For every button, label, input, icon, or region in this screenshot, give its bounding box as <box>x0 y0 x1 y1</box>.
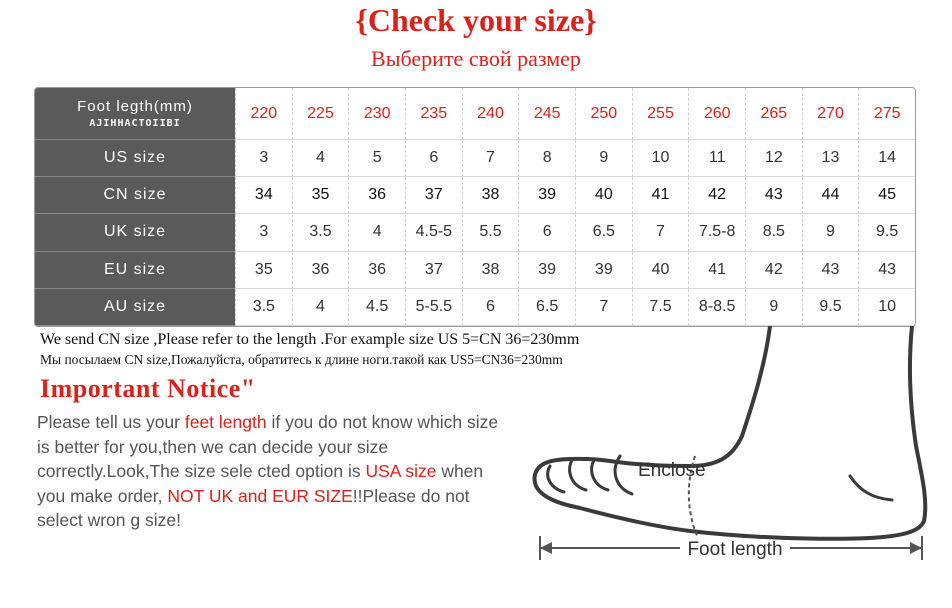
eu-size-cell: 42 <box>745 252 802 289</box>
notice-text: Please tell us your <box>37 412 185 432</box>
length-cell: 230 <box>348 88 405 140</box>
cn-size-note-ru: Мы посылаем CN size,Пожалуйста, обратитесь к длине ноги.такой как US5=CN36=230mm <box>40 352 563 367</box>
eu-size-cell: 41 <box>688 252 745 289</box>
eu-size-cell: 36 <box>292 252 349 289</box>
cn-size-cell: 42 <box>688 177 745 214</box>
au-size-cell: 4.5 <box>348 289 405 326</box>
au-size-cell: 9.5 <box>802 289 859 326</box>
uk-size-cell: 3 <box>235 214 292 251</box>
eu-size-cell: 39 <box>575 252 632 289</box>
cn-size-cell: 38 <box>462 177 519 214</box>
eu-size-cell: 35 <box>235 252 292 289</box>
au-size-cell: 4 <box>292 289 349 326</box>
eu-size-cell: 36 <box>348 252 405 289</box>
page-subtitle: Выберите свой размер <box>371 46 581 71</box>
cn-size-cell: 40 <box>575 177 632 214</box>
header-foot-length-sub: AJIHHACTOIIBI <box>89 118 181 129</box>
us-size-cell: 8 <box>518 140 575 177</box>
us-size-cell: 11 <box>688 140 745 177</box>
cn-size-note-en: We send CN size ,Please refer to the length .For example size US 5=CN 36=230mm <box>40 331 580 348</box>
au-size-cell: 6 <box>462 289 519 326</box>
row-label-us: US size <box>35 140 235 177</box>
cn-size-cell: 45 <box>858 177 915 214</box>
au-size-cell: 3.5 <box>235 289 292 326</box>
us-size-cell: 6 <box>405 140 462 177</box>
important-notice-body <box>37 410 507 533</box>
foot-length-label: Foot length <box>687 539 783 560</box>
cn-size-cell: 36 <box>348 177 405 214</box>
length-cell: 235 <box>405 88 462 140</box>
au-size-cell: 5-5.5 <box>405 289 462 326</box>
foot-outline <box>535 326 926 539</box>
length-cell: 255 <box>632 88 689 140</box>
page-title: {Check your size} <box>355 2 597 38</box>
uk-size-cell: 7.5-8 <box>688 214 745 251</box>
notice-text: when you make order, <box>37 461 484 506</box>
notice-text: if you do not know which size is better for you,then we can decide your size correctly.Look,The size sele cted option is <box>37 412 499 482</box>
uk-size-cell: 9.5 <box>858 214 915 251</box>
important-notice-title: Important Notice" <box>40 374 256 403</box>
foot-measurement-diagram <box>520 326 952 608</box>
us-size-cell: 14 <box>858 140 915 177</box>
row-label-au: AU size <box>35 289 235 326</box>
uk-size-cell: 8.5 <box>745 214 802 251</box>
us-size-cell: 10 <box>632 140 689 177</box>
size-chart-table <box>34 87 916 327</box>
au-size-cell: 6.5 <box>518 289 575 326</box>
notice-highlight-not-uk-eur: NOT UK and EUR SIZE <box>167 485 353 506</box>
au-size-cell: 8-8.5 <box>688 289 745 326</box>
arrow-left-icon <box>540 542 552 554</box>
foot-illustration <box>520 326 952 608</box>
us-size-cell: 12 <box>745 140 802 177</box>
length-cell: 260 <box>688 88 745 140</box>
cn-size-cell: 39 <box>518 177 575 214</box>
eu-size-cell: 40 <box>632 252 689 289</box>
uk-size-cell: 7 <box>632 214 689 251</box>
us-size-cell: 13 <box>802 140 859 177</box>
uk-size-cell: 4.5-5 <box>405 214 462 251</box>
row-label-uk: UK size <box>35 214 235 251</box>
cn-size-cell: 41 <box>632 177 689 214</box>
row-label-cn: CN size <box>35 177 235 214</box>
cn-size-cell: 37 <box>405 177 462 214</box>
uk-size-cell: 4 <box>348 214 405 251</box>
notice-highlight-feet-length: feet length <box>184 412 267 432</box>
uk-size-cell: 6.5 <box>575 214 632 251</box>
eu-size-cell: 37 <box>405 252 462 289</box>
au-size-cell: 9 <box>745 289 802 326</box>
cn-size-cell: 44 <box>802 177 859 214</box>
uk-size-cell: 6 <box>518 214 575 251</box>
arrow-right-icon <box>910 542 922 554</box>
header-foot-length-label: Foot legth(mm) <box>77 98 193 115</box>
length-cell: 225 <box>292 88 349 140</box>
length-cell: 220 <box>235 88 292 140</box>
us-size-cell: 3 <box>235 140 292 177</box>
uk-size-cell: 3.5 <box>292 214 349 251</box>
eu-size-cell: 39 <box>518 252 575 289</box>
cn-size-cell: 34 <box>235 177 292 214</box>
us-size-cell: 5 <box>348 140 405 177</box>
notice-highlight-usa-size: USA size <box>365 461 437 482</box>
length-cell: 275 <box>858 88 915 140</box>
eu-size-cell: 43 <box>802 252 859 289</box>
header-foot-length-cell <box>35 88 235 140</box>
enclose-label: Enclose <box>638 460 706 481</box>
us-size-cell: 7 <box>462 140 519 177</box>
cn-size-cell: 35 <box>292 177 349 214</box>
au-size-cell: 7.5 <box>632 289 689 326</box>
length-cell: 245 <box>518 88 575 140</box>
ankle-line <box>850 476 892 500</box>
us-size-cell: 4 <box>292 140 349 177</box>
eu-size-cell: 43 <box>858 252 915 289</box>
uk-size-cell: 9 <box>802 214 859 251</box>
notice-text: !!Please do not select wron g size! <box>37 485 470 531</box>
length-cell: 270 <box>802 88 859 140</box>
length-cell: 240 <box>462 88 519 140</box>
length-cell: 265 <box>745 88 802 140</box>
au-size-cell: 10 <box>858 289 915 326</box>
row-label-eu: EU size <box>35 252 235 289</box>
eu-size-cell: 38 <box>462 252 519 289</box>
uk-size-cell: 5.5 <box>462 214 519 251</box>
us-size-cell: 9 <box>575 140 632 177</box>
length-cell: 250 <box>575 88 632 140</box>
cn-size-cell: 43 <box>745 177 802 214</box>
au-size-cell: 7 <box>575 289 632 326</box>
